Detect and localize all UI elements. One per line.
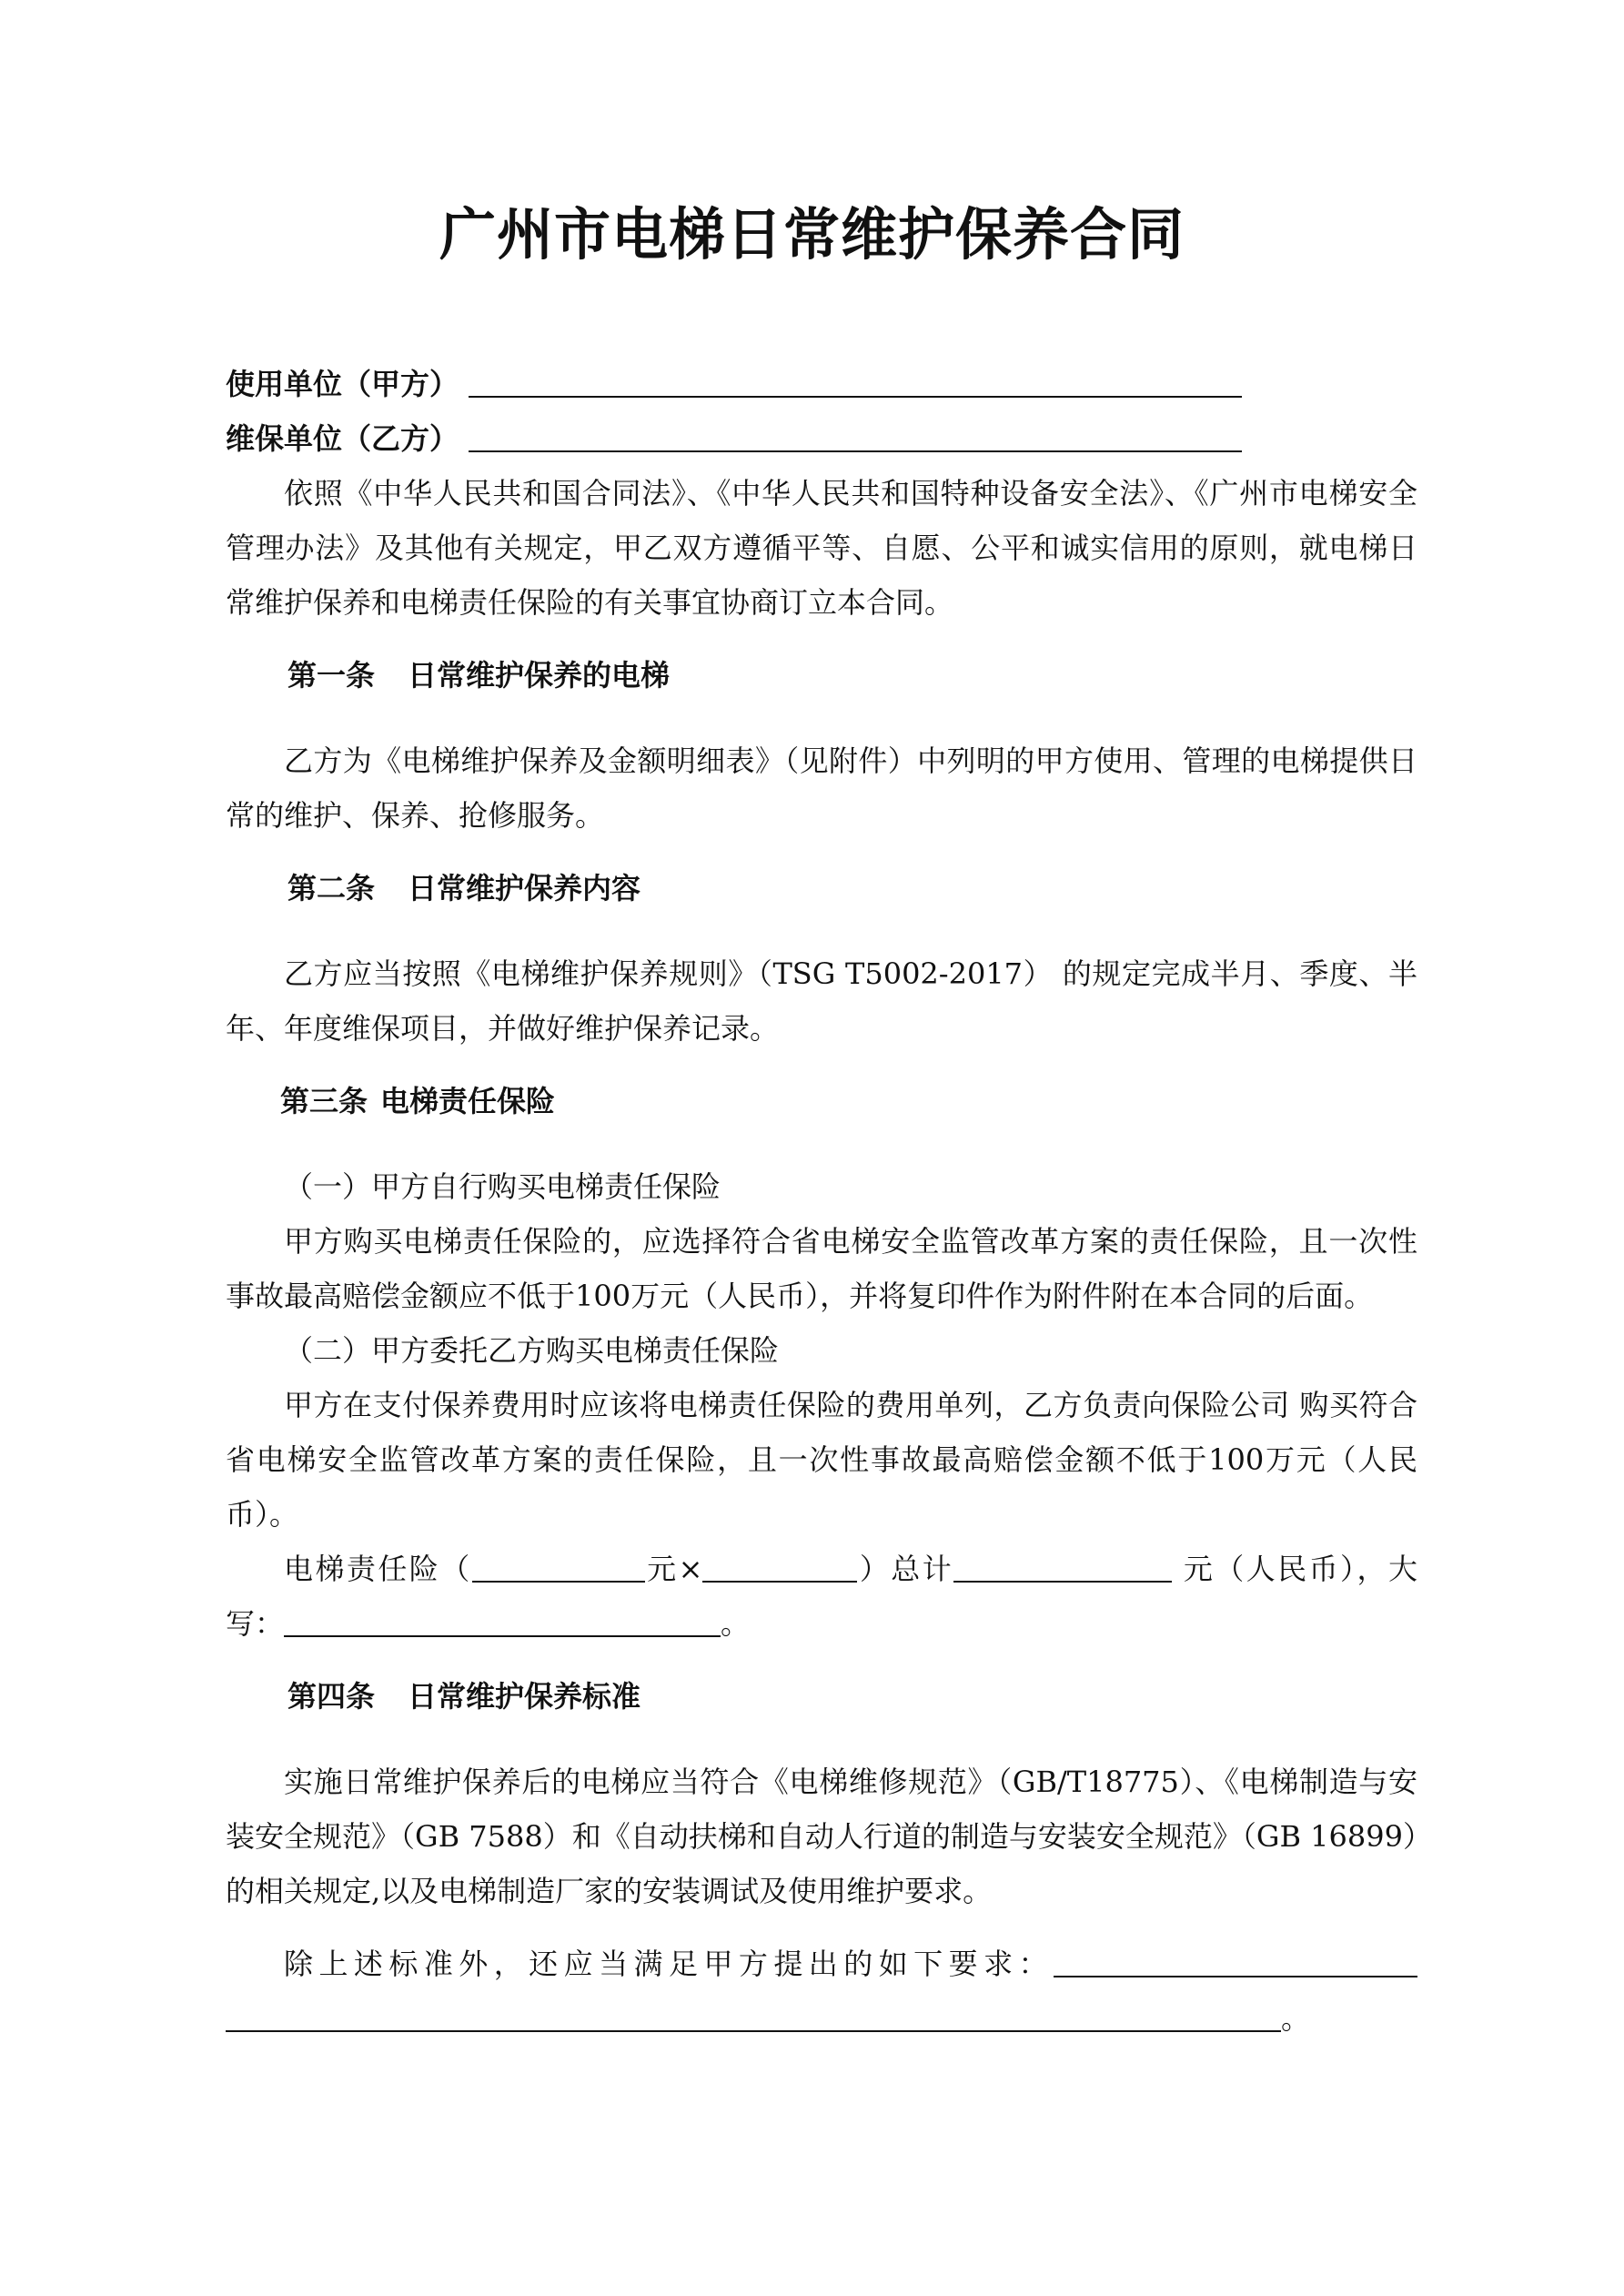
extra-requirements-blank-2[interactable] [226, 1999, 1281, 2032]
extra-requirements-blank-1[interactable] [1054, 1945, 1417, 1977]
document-title: 广州市电梯日常维护保养合同 [439, 201, 1185, 268]
insurance-fee-line [226, 1542, 1417, 1651]
article-2-title: 日常维护保养内容 [408, 871, 641, 905]
fee-total-label: ）总计 [857, 1552, 954, 1586]
article-1-text: 乙方为《电梯维护保养及金额明细表》（见附件）中列明的甲方使用、管理的电梯提供日常的维护、保养、抢修服务。 [226, 743, 1417, 833]
party-a-line [226, 357, 1417, 411]
fee-end: 。 [721, 1606, 751, 1641]
article-3-sub2-title: （二）甲方委托乙方购买电梯责任保险 [284, 1333, 780, 1368]
article-3-number: 第三条 [280, 1084, 368, 1118]
extra-requirements-line [226, 1937, 1417, 2046]
article-3-sub1-title: （一）甲方自行购买电梯责任保险 [284, 1169, 721, 1204]
article-4-heading [226, 1669, 1417, 1724]
article-3-sub2-text: 甲方在支付保养费用时应该将电梯责任保险的费用单列，乙方负责向保险公司 购买符合省电梯安全监管改革方案的责任保险，且一次性事故最高赔偿金额不低于100万元（人民币）。 [226, 1388, 1417, 1532]
extra-requirements-prefix: 除上述标准外，还应当满足甲方提出的如下要求： [284, 1947, 1054, 1981]
party-b-label: 维保单位（乙方） [226, 421, 459, 456]
article-1-number: 第一条 [287, 658, 376, 693]
article-1-title: 日常维护保养的电梯 [408, 658, 671, 693]
party-b-blank[interactable] [469, 420, 1242, 452]
party-a-blank[interactable] [469, 365, 1242, 398]
fee-quantity-blank[interactable] [702, 1550, 857, 1583]
party-b-line [226, 411, 1417, 466]
article-2-heading [226, 861, 1417, 915]
article-4-text: 实施日常维护保养后的电梯应当符合《电梯维修规范》（GB/T18775）、《电梯制造与安装安全规范》（GB 7588）和《自动扶梯和自动人行道的制造与安装安全规范》（GB 16899）的相关规定,以及电梯制造厂家的安装调试及使用维护要求。 [226, 1765, 1417, 1908]
article-3-sub1-text: 甲方购买电梯责任保险的，应选择符合省电梯安全监管改革方案的责任保险，且一次性事故最高赔偿金额应不低于100万元（人民币），并将复印件作为附件附在本合同的后面。 [226, 1224, 1417, 1313]
extra-requirements-end: 。 [1281, 2001, 1311, 2036]
fee-total-blank[interactable] [953, 1550, 1172, 1583]
intro-paragraph: 依照《中华人民共和国合同法》、《中华人民共和国特种设备安全法》、《广州市电梯安全管理办法》及其他有关规定，甲乙双方遵循平等、自愿、公平和诚实信用的原则，就电梯日常维护保养和电梯责任保险的有关事宜协商订立本合同。 [226, 476, 1417, 620]
article-3-title: 电梯责任保险 [380, 1084, 556, 1118]
party-a-label: 使用单位（甲方） [226, 367, 459, 401]
document-body [226, 357, 1417, 2046]
fee-unit-price-blank[interactable] [472, 1550, 645, 1583]
fee-capital-blank[interactable] [284, 1604, 721, 1637]
fee-suffix: 元（人民币），大写： [226, 1552, 1417, 1641]
fee-prefix: 电梯责任险（ [284, 1552, 472, 1586]
fee-yuan-times: 元× [644, 1552, 703, 1586]
article-2-text: 乙方应当按照《电梯维护保养规则》（TSG T5002-2017） 的规定完成半月、季度、半年、年度维保项目，并做好维护保养记录。 [226, 956, 1417, 1046]
article-1-heading [226, 648, 1417, 703]
article-3-heading [226, 1074, 1417, 1128]
article-4-title: 日常维护保养标准 [408, 1679, 641, 1714]
article-4-number: 第四条 [287, 1679, 376, 1714]
article-2-number: 第二条 [287, 871, 376, 905]
